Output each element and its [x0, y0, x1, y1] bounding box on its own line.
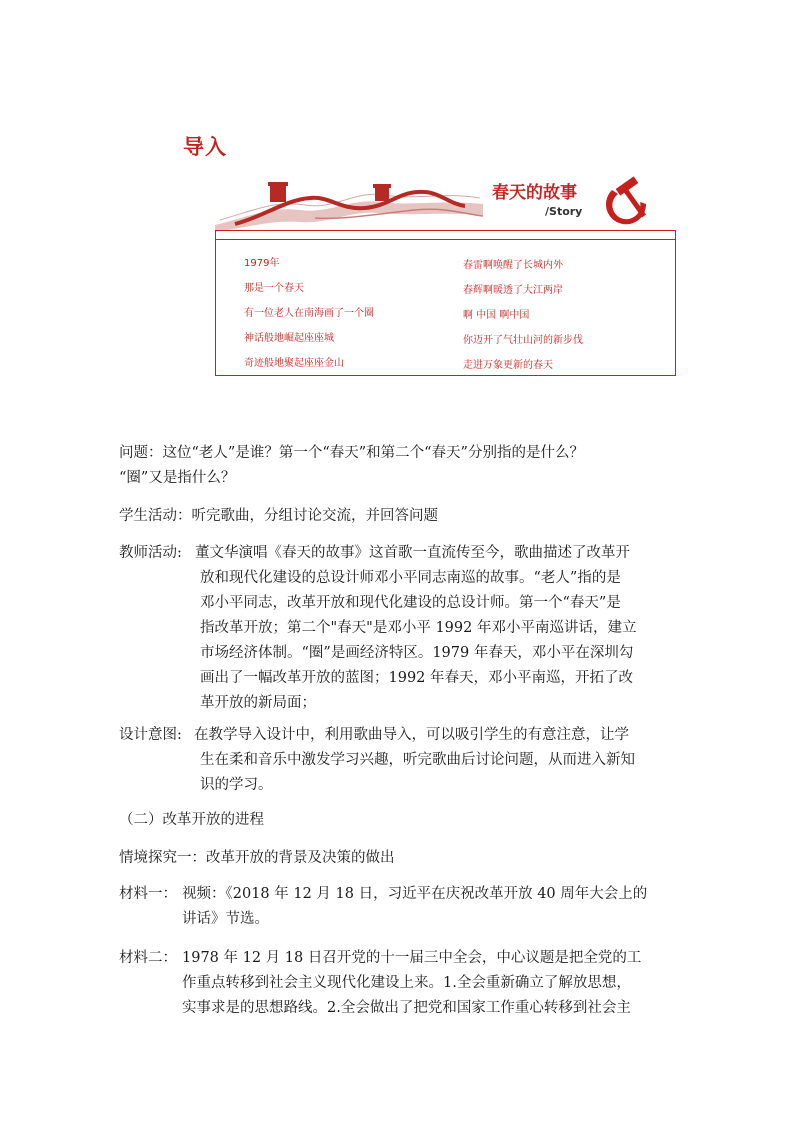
- question-line-2: “圈”又是指什么？: [119, 470, 236, 486]
- teacher-line-3: 邓小平同志，改革开放和现代化建设的总设计师。第一个“春天”是: [200, 595, 621, 611]
- material-one-line-1: 视频：《2018 年 12 月 18 日，习近平在庆祝改革开放 40 周年大会上的: [182, 886, 648, 902]
- material-two-line-1: 1978 年 12 月 18 日召开党的十一届三中全会，中心议题是把全党的工: [182, 950, 642, 966]
- material-two-label: 材料二：: [119, 950, 177, 966]
- lyric-right-1: 春雷啊唤醒了长城内外: [463, 260, 563, 271]
- material-one-label: 材料一：: [119, 886, 177, 902]
- section-two-heading: （二）改革开放的进程: [119, 812, 264, 828]
- material-one-line-2: 讲话》节选。: [182, 911, 269, 927]
- song-banner: [215, 170, 677, 234]
- lyric-left-3: 有一位老人在南海画了一个圈: [244, 308, 374, 319]
- great-wall-illustration: [215, 170, 485, 234]
- question-line-1: 问题：这位“老人”是谁？第一个“春天”和第二个“春天”分别指的是什么？: [119, 445, 584, 461]
- lyric-right-3: 啊 中国 啊中国: [463, 310, 530, 321]
- material-two-line-2: 作重点转移到社会主义现代化建设上来。1.全会重新确立了解放思想，: [182, 975, 631, 991]
- lyric-right-5: 走进万象更新的春天: [463, 360, 553, 371]
- design-line-3: 识的学习。: [200, 777, 273, 793]
- material-two-line-3: 实事求是的思想路线。2.全会做出了把党和国家工作重心转移到社会主: [182, 1000, 631, 1016]
- lyric-right-2: 春辉啊暖透了大江两岸: [463, 285, 563, 296]
- song-subtitle: /Story: [545, 205, 583, 218]
- design-line-2: 生在柔和音乐中激发学习兴趣，听完歌曲后讨论问题，从而进入新知: [200, 752, 635, 768]
- lyric-right-4: 你迈开了气壮山河的新步伐: [463, 335, 583, 346]
- teacher-line-1: 董文华演唱《春天的故事》这首歌一直流传至今，歌曲描述了改革开: [195, 545, 630, 561]
- design-intent-label: 设计意图:: [119, 727, 182, 743]
- song-title: 春天的故事: [492, 183, 577, 203]
- teacher-activity-label: 教师活动:: [119, 545, 182, 561]
- lyric-left-1: 1979年: [244, 258, 280, 269]
- teacher-line-4: 指改革开放；第二个"春天"是邓小平 1992 年邓小平南巡讲话，建立: [200, 620, 637, 636]
- situation-heading: 情境探究一：改革开放的背景及决策的做出: [119, 850, 395, 866]
- student-activity: 学生活动：听完歌曲，分组讨论交流，并回答问题: [119, 508, 438, 524]
- hammer-sickle-icon: [602, 176, 656, 226]
- section-heading: 导入: [183, 135, 227, 159]
- design-line-1: 在教学导入设计中，利用歌曲导入，可以吸引学生的有意注意，让学: [194, 727, 629, 743]
- teacher-line-2: 放和现代化建设的总设计师邓小平同志南巡的故事。“老人”指的是: [200, 570, 621, 586]
- lyric-left-2: 那是一个春天: [244, 283, 304, 294]
- teacher-line-7: 革开放的新局面；: [200, 695, 316, 711]
- teacher-line-5: 市场经济体制。“圈”是画经济特区。1979 年春天，邓小平在深圳勾: [200, 645, 634, 661]
- lyric-left-5: 奇迹般地聚起座座金山: [244, 358, 344, 369]
- lyric-left-4: 神话般地崛起座座城: [244, 333, 334, 344]
- teacher-line-6: 画出了一幅改革开放的蓝图；1992 年春天，邓小平南巡，开拓了改: [200, 670, 634, 686]
